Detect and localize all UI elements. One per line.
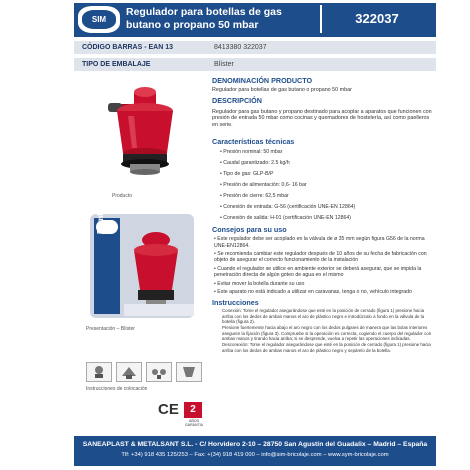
consejo-item: • Cuando el regulador se utilice en ambiente exterior se deberá asegurar, que se impida la penetración directa de algún goteo de agua en el mismo bbox=[214, 266, 432, 279]
consejo-item: • Este regulador debe ser acoplado en la válvula de ø 35 mm según figura G56 de la norma UNE-EN12864. bbox=[214, 236, 432, 249]
instrucciones-desconexion: Desconexión: Tome el regulador asegurándose que esté en la posición de cerrado (figura 1) presione hacia arriba con los dedos de ambas manos el aro de plástico negro y sepárelo de la botella. bbox=[222, 342, 431, 353]
instrucciones-colocacion-label: Instrucciones de colocación bbox=[86, 386, 148, 392]
packaging-row bbox=[74, 58, 436, 71]
brand-logo bbox=[78, 6, 120, 33]
spec-item: • Caudal garantizado: 2.5 kg/h bbox=[220, 160, 432, 166]
instrucciones-conexion: Conexión: Tome el regulador asegurándose que esté en la posición de cerrado (figura 1) presione hacia arriba con los dedos de ambas manos el aro de plástico negro e introdúzcalo a fondo en la válvula de la botella (figura 2). bbox=[222, 308, 425, 325]
denominacion-title: DENOMINACIÓN PRODUCTO bbox=[212, 76, 313, 85]
install-step-3 bbox=[146, 362, 172, 382]
barcode-label: CÓDIGO BARRAS - EAN 13 bbox=[82, 44, 174, 51]
consejos-title: Consejos para su uso bbox=[212, 225, 287, 235]
spec-item: • Conexión de entrada: G-56 (certificación UNE-EN 12864) bbox=[220, 204, 432, 210]
install-step-1 bbox=[86, 362, 112, 382]
producto-label: Producto bbox=[112, 193, 133, 199]
packaging-value: Blíster bbox=[214, 61, 234, 68]
spec-item: • Conexión de salida: H-01 (certificación UNE-EN 12864) bbox=[220, 215, 432, 221]
instrucciones-presione: Presione fuertemente hacia abajo el aro negro con los dedos pulgares de manera que las bolas interiores aseguren la fijación (figura 3). Compruebe si la operación es correcta, cogiendo el cuerpo del regulador con ambas manos y tirando hacia arriba; si se desprende, vuelva a repetir las operaciones indicadas. bbox=[222, 325, 432, 341]
footer-contact: Tlf: +34) 918 435 125/253 – Fax: +(34) 918 419 000 – info@sim-bricolaje.com – www.sym-bricolaje.com bbox=[121, 452, 389, 458]
caracteristicas-title: Características técnicas bbox=[212, 137, 295, 147]
product-image bbox=[90, 78, 200, 186]
warranty-badge: 2 bbox=[184, 402, 202, 418]
footer-bar bbox=[74, 436, 436, 466]
blister-label bbox=[96, 222, 105, 234]
footer-company: SANEAPLAST & METALSANT S.L. - C/ Horvidero 2-10 – 28750 San Agustín del Guadalix – Madrid – España bbox=[82, 441, 428, 448]
consejo-item: • Este aparato no está indicado a utilizar en caravanas, tenga o no, vehículo integrado bbox=[214, 289, 432, 295]
consejo-item: • Se recomienda cambiar este regulador después de 10 años de su fecha de fabricación con objeto de asegurar el correcto funcionamiento de la instalación bbox=[214, 251, 432, 264]
logo-text: SIM bbox=[82, 10, 116, 29]
ce-mark: CE bbox=[158, 401, 179, 418]
spec-item: • Presión nominal: 50 mbar bbox=[220, 149, 432, 155]
presentacion-label: Presentación – Blíster bbox=[86, 326, 135, 332]
descripcion-title: DESCRIPCIÓN bbox=[212, 95, 262, 105]
descripcion-text: Regulador para gas butano y propano destinado para acoplar a aparatos que funcionen con presión de entrada 50 mbar como cocinas y quemadores de hostelería, así como paelleros en serie. bbox=[212, 108, 432, 128]
spec-item: • Tipo de gas: GLP-B/P bbox=[220, 171, 432, 177]
barcode-row bbox=[74, 41, 436, 54]
spec-item: • Presión de cierre: 62,5 mbar bbox=[220, 193, 432, 199]
warranty-text: AÑOS GARANTIA bbox=[185, 419, 203, 427]
right-column bbox=[212, 76, 432, 353]
spec-item: • Presión de alimentación: 0,6- 16 bar bbox=[220, 182, 432, 188]
instrucciones-title: Instrucciones bbox=[212, 298, 259, 308]
consejo-item: • Evitar mover la botella durante su uso bbox=[214, 281, 432, 287]
packaging-label: TIPO DE EMBALAJE bbox=[82, 61, 151, 68]
install-step-4 bbox=[176, 362, 202, 382]
install-step-2 bbox=[116, 362, 142, 382]
denominacion-text: Regulador para botellas de gas butano o propano 50 mbar bbox=[212, 87, 352, 93]
product-code: 322037 bbox=[320, 5, 432, 33]
barcode-value: 8413380 322037 bbox=[214, 44, 267, 51]
product-title: Regulador para botellas de gas butano o propano 50 mbar bbox=[126, 6, 282, 31]
